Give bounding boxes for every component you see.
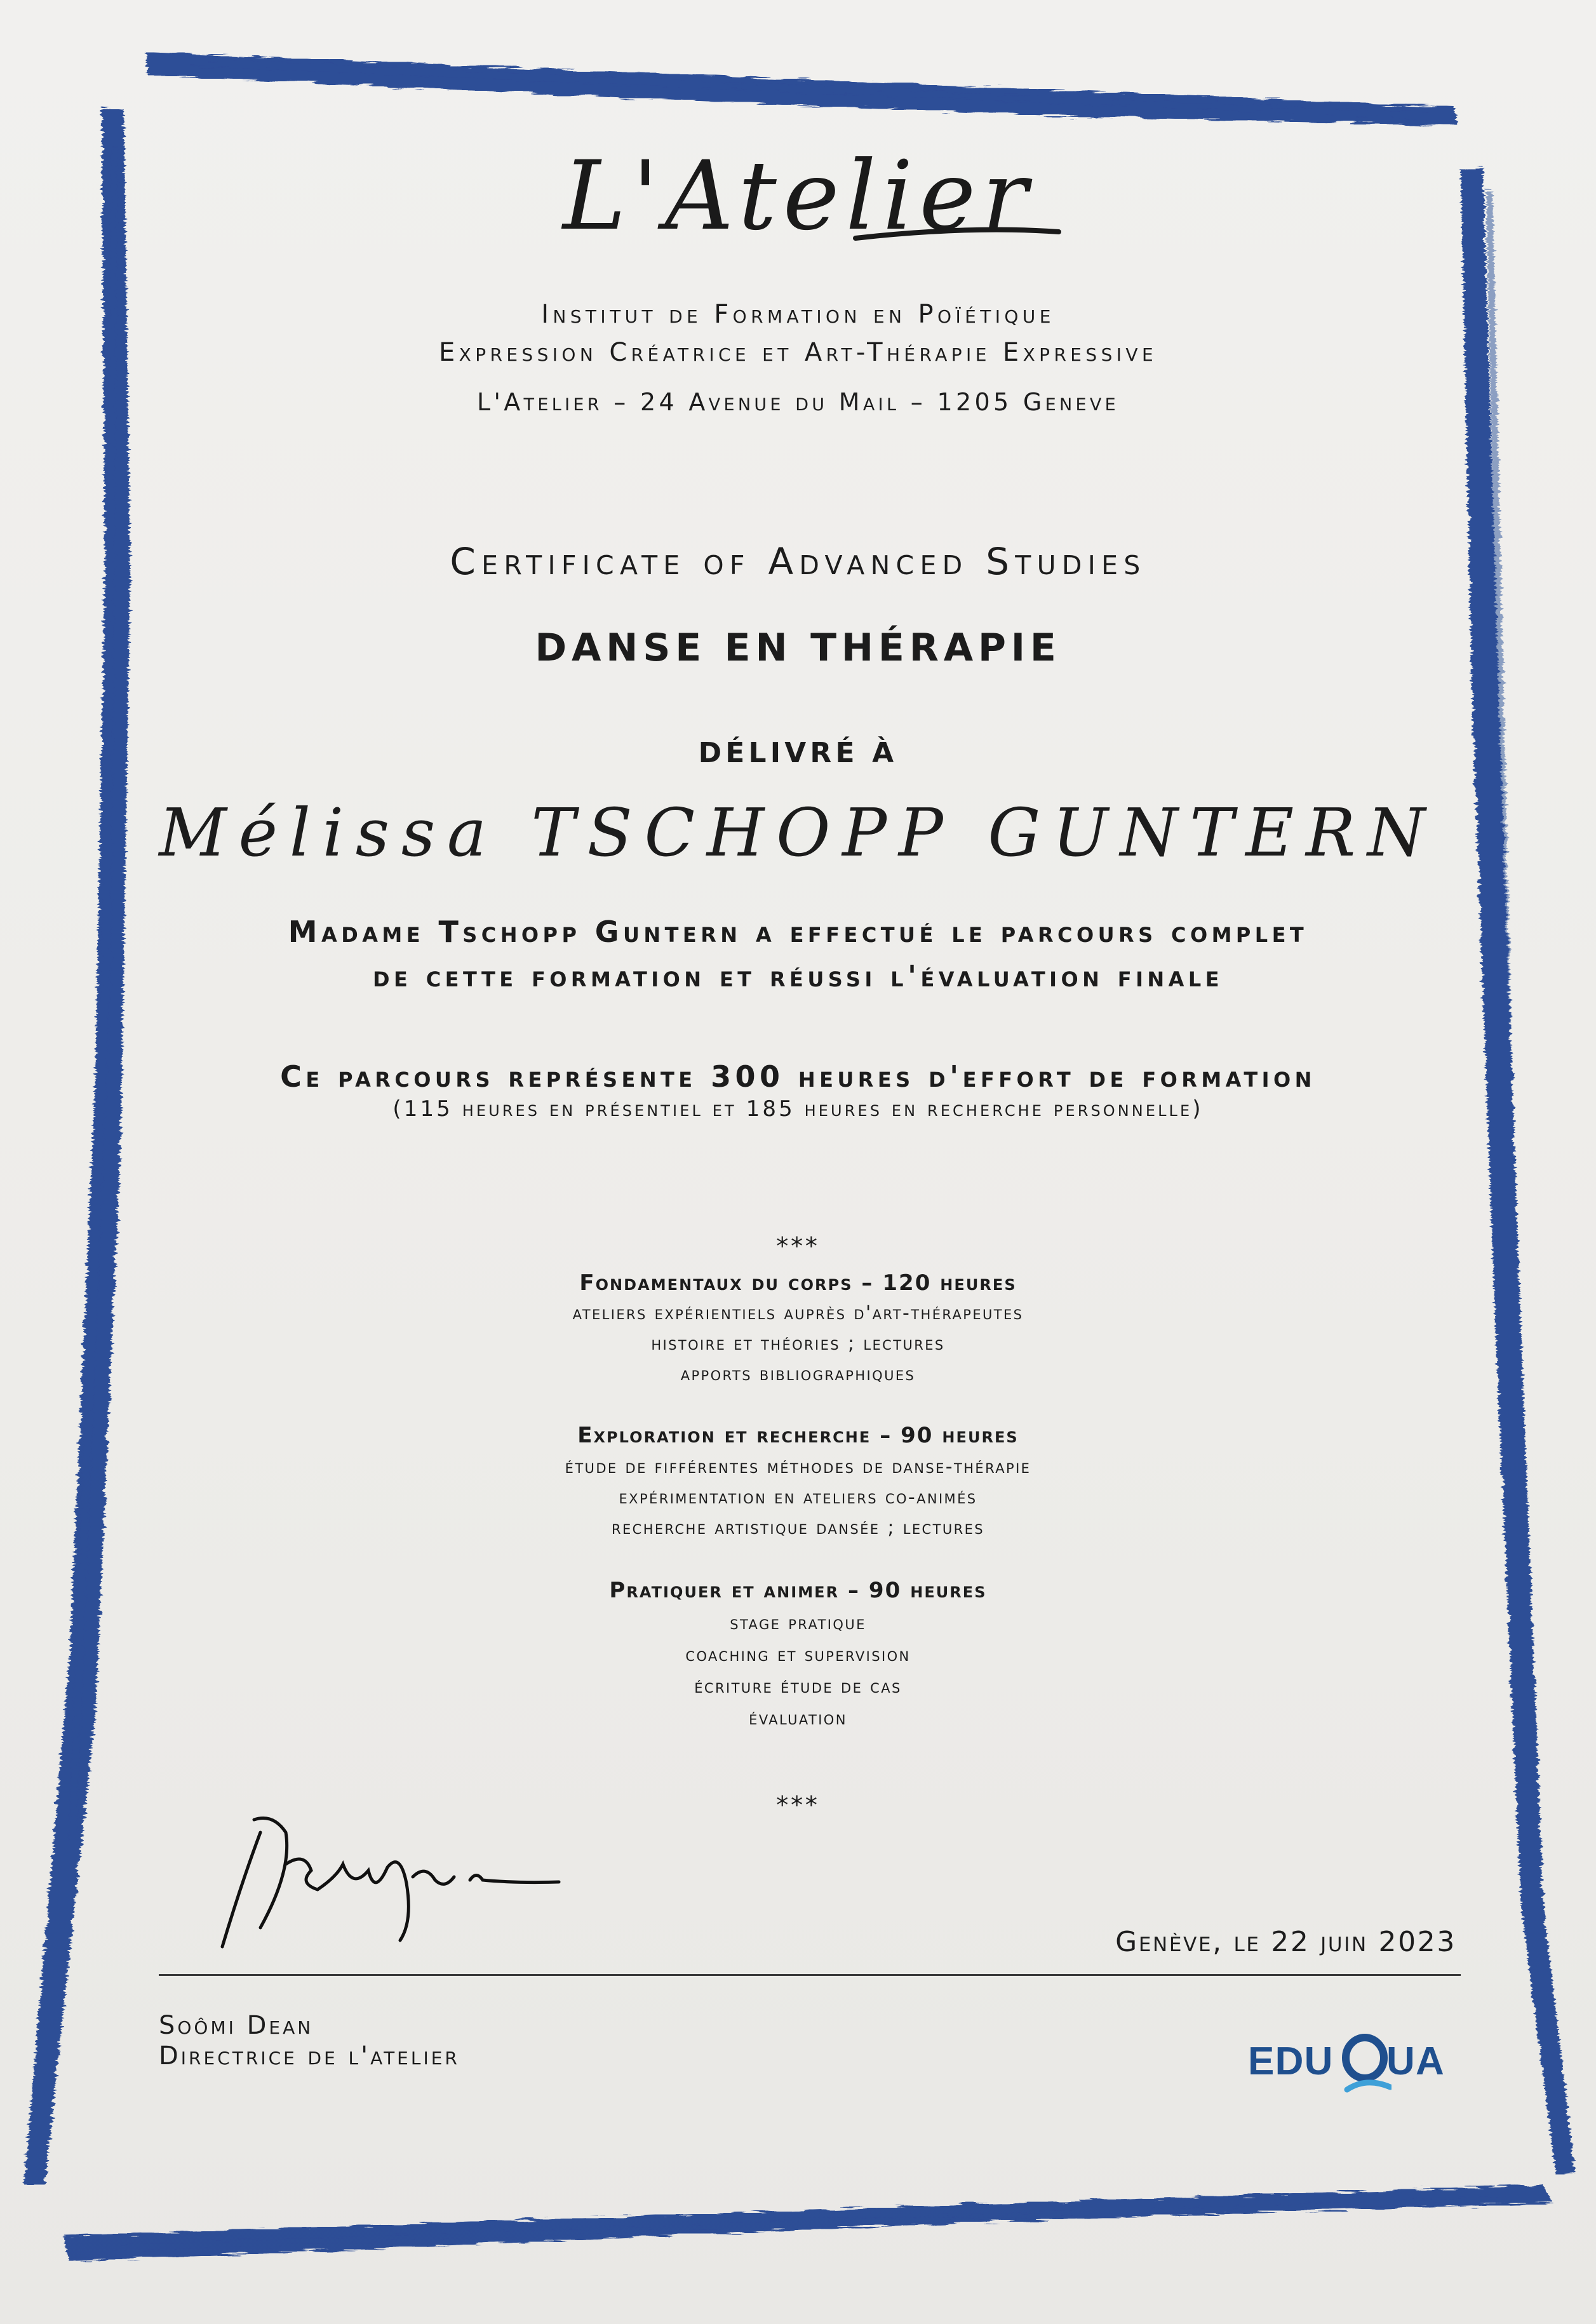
eduqua-prefix: EDU <box>1248 2039 1334 2083</box>
recipient-name: Mélissa TSCHOPP GUNTERN <box>159 794 1437 871</box>
eduqua-suffix: UA <box>1386 2039 1445 2083</box>
module-line: écriture étude de cas <box>694 1676 902 1698</box>
completion-statement-line-2: de cette formation et réussi l'évaluation finale <box>372 959 1223 993</box>
eduqua-q-mark <box>1341 2026 1391 2102</box>
signer-name: Soômi Dean <box>159 2011 314 2040</box>
module-line: ateliers expérientiels auprès d'art-thérapeutes <box>572 1302 1024 1324</box>
institute-line-2: Expression Créatrice et Art-Thérapie Expressive <box>438 338 1158 367</box>
separator-bottom: *** <box>776 1791 820 1819</box>
completion-statement-line-1: Madame Tschopp Guntern a effectué le parcours complet <box>288 915 1308 949</box>
module-title: Fondamentaux du corps – 120 heures <box>579 1270 1017 1296</box>
hours-breakdown: (115 heures en présentiel et 185 heures en recherche personnelle) <box>392 1096 1204 1122</box>
module-title: Exploration et recherche – 90 heures <box>577 1423 1019 1448</box>
institute-line-1: Institut de Formation en Poïétique <box>541 300 1055 329</box>
delivered-to-label: DÉLIVRÉ À <box>698 737 898 769</box>
module-line: expérimentation en ateliers co-animés <box>619 1486 977 1508</box>
atelier-logo <box>0 130 1596 272</box>
module-title: Pratiquer et animer – 90 heures <box>609 1578 987 1603</box>
module-line: étude de fifférentes méthodes de danse-thérapie <box>565 1456 1031 1478</box>
logo-text: L'Atelier <box>562 141 1034 252</box>
module-line: recherche artistique dansée ; lectures <box>611 1517 985 1539</box>
signer-role: Directrice de l'atelier <box>159 2041 460 2071</box>
module-line: coaching et supervision <box>685 1644 911 1666</box>
handwritten-signature <box>216 1794 572 1959</box>
atelier-logo-mark <box>513 130 1084 270</box>
module-line: stage pratique <box>730 1612 866 1634</box>
institute-address: L'Atelier – 24 Avenue du Mail – 1205 Geneve <box>476 388 1120 416</box>
course-title: DANSE EN THÉRAPIE <box>535 626 1061 670</box>
module-line: apports bibliographiques <box>680 1363 916 1385</box>
module-line: évaluation <box>749 1707 847 1730</box>
place-and-date: Genève, le 22 juin 2023 <box>1115 1926 1456 1958</box>
hours-statement: Ce parcours représente 300 heures d'effort de formation <box>280 1059 1316 1094</box>
certificate-title: Certificate of Advanced Studies <box>450 540 1146 583</box>
separator-top: *** <box>776 1232 820 1260</box>
eduqua-logo <box>1248 2026 1458 2102</box>
module-line: histoire et théories ; lectures <box>651 1333 945 1355</box>
signature-divider <box>159 1974 1461 1976</box>
